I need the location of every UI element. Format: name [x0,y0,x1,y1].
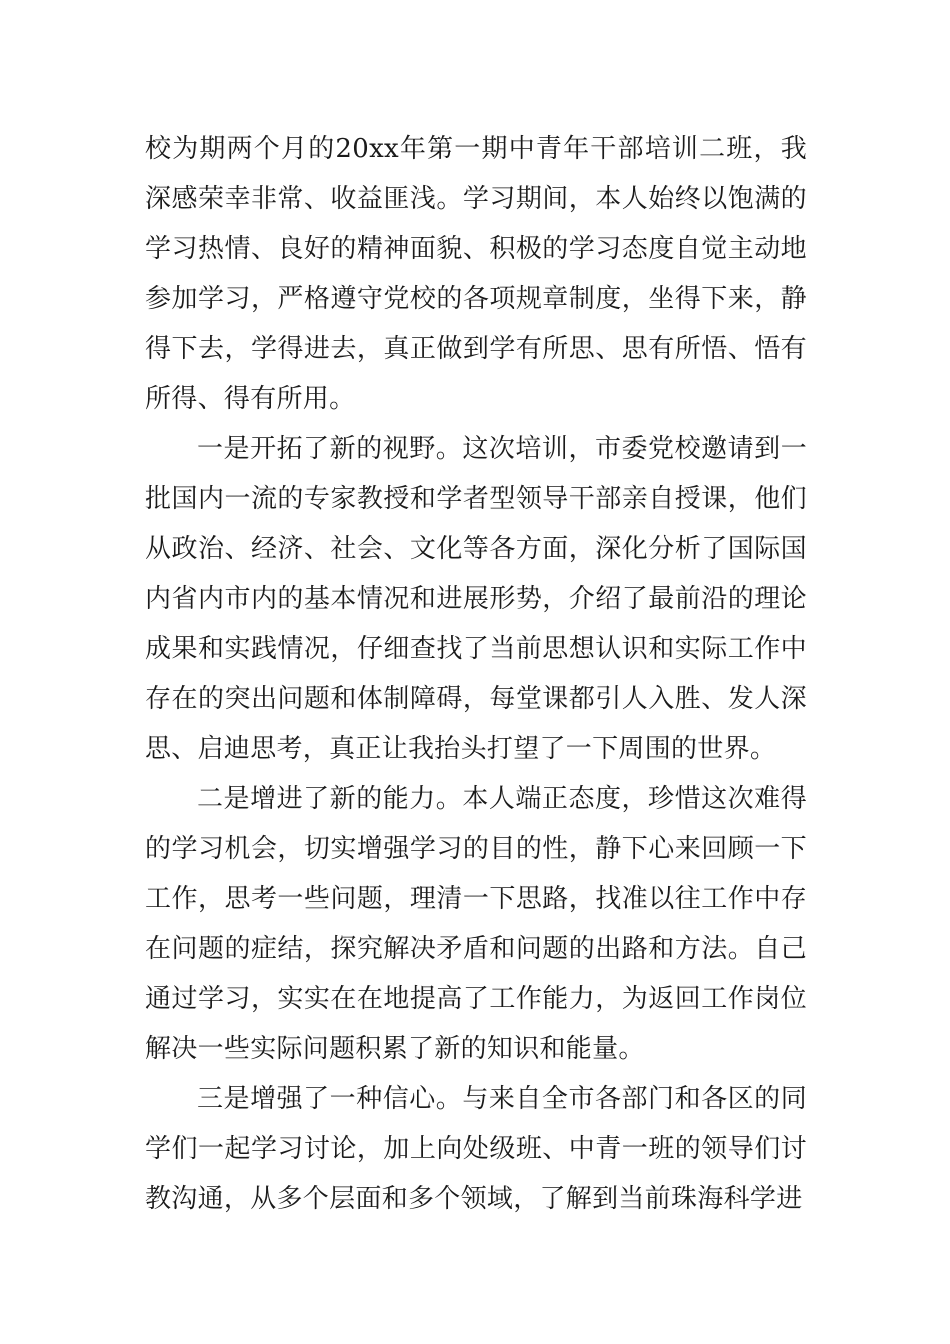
paragraph-point-three: 三是增强了一种信心。与来自全市各部门和各区的同学们一起学习讨论，加上向处级班、中青一班的领导们讨教沟通，从多个层面和多个领域，了解到当前珠海科学进 [145,1084,807,1214]
paragraph-point-two: 二是增进了新的能力。本人端正态度，珍惜这次难得的学习机会，切实增强学习的目的性，静下心来回顾一下工作，思考一些问题，理清一下思路，找准以往工作中存在问题的症结，探究解决矛盾和问题的出路和方法。自己通过学习，实实在在地提高了工作能力，为返回工作岗位解决一些实际问题积累了新的知识和能量。 [145,784,807,1064]
document-body [145,124,807,1224]
paragraph-intro: 校为期两个月的20xx年第一期中青年干部培训二班，我深感荣幸非常、收益匪浅。学习期间，本人始终以饱满的学习热情、良好的精神面貌、积极的学习态度自觉主动地参加学习，严格遵守党校的各项规章制度，坐得下来，静得下去，学得进去，真正做到学有所思、思有所悟、悟有所得、得有所用。 [145,134,807,414]
paragraph-point-one: 一是开拓了新的视野。这次培训，市委党校邀请到一批国内一流的专家教授和学者型领导干部亲自授课，他们从政治、经济、社会、文化等各方面，深化分析了国际国内省内市内的基本情况和进展形势，介绍了最前沿的理论成果和实践情况，仔细查找了当前思想认识和实际工作中存在的突出问题和体制障碍，每堂课都引人入胜、发人深思、启迪思考，真正让我抬头打望了一下周围的世界。 [145,434,807,764]
